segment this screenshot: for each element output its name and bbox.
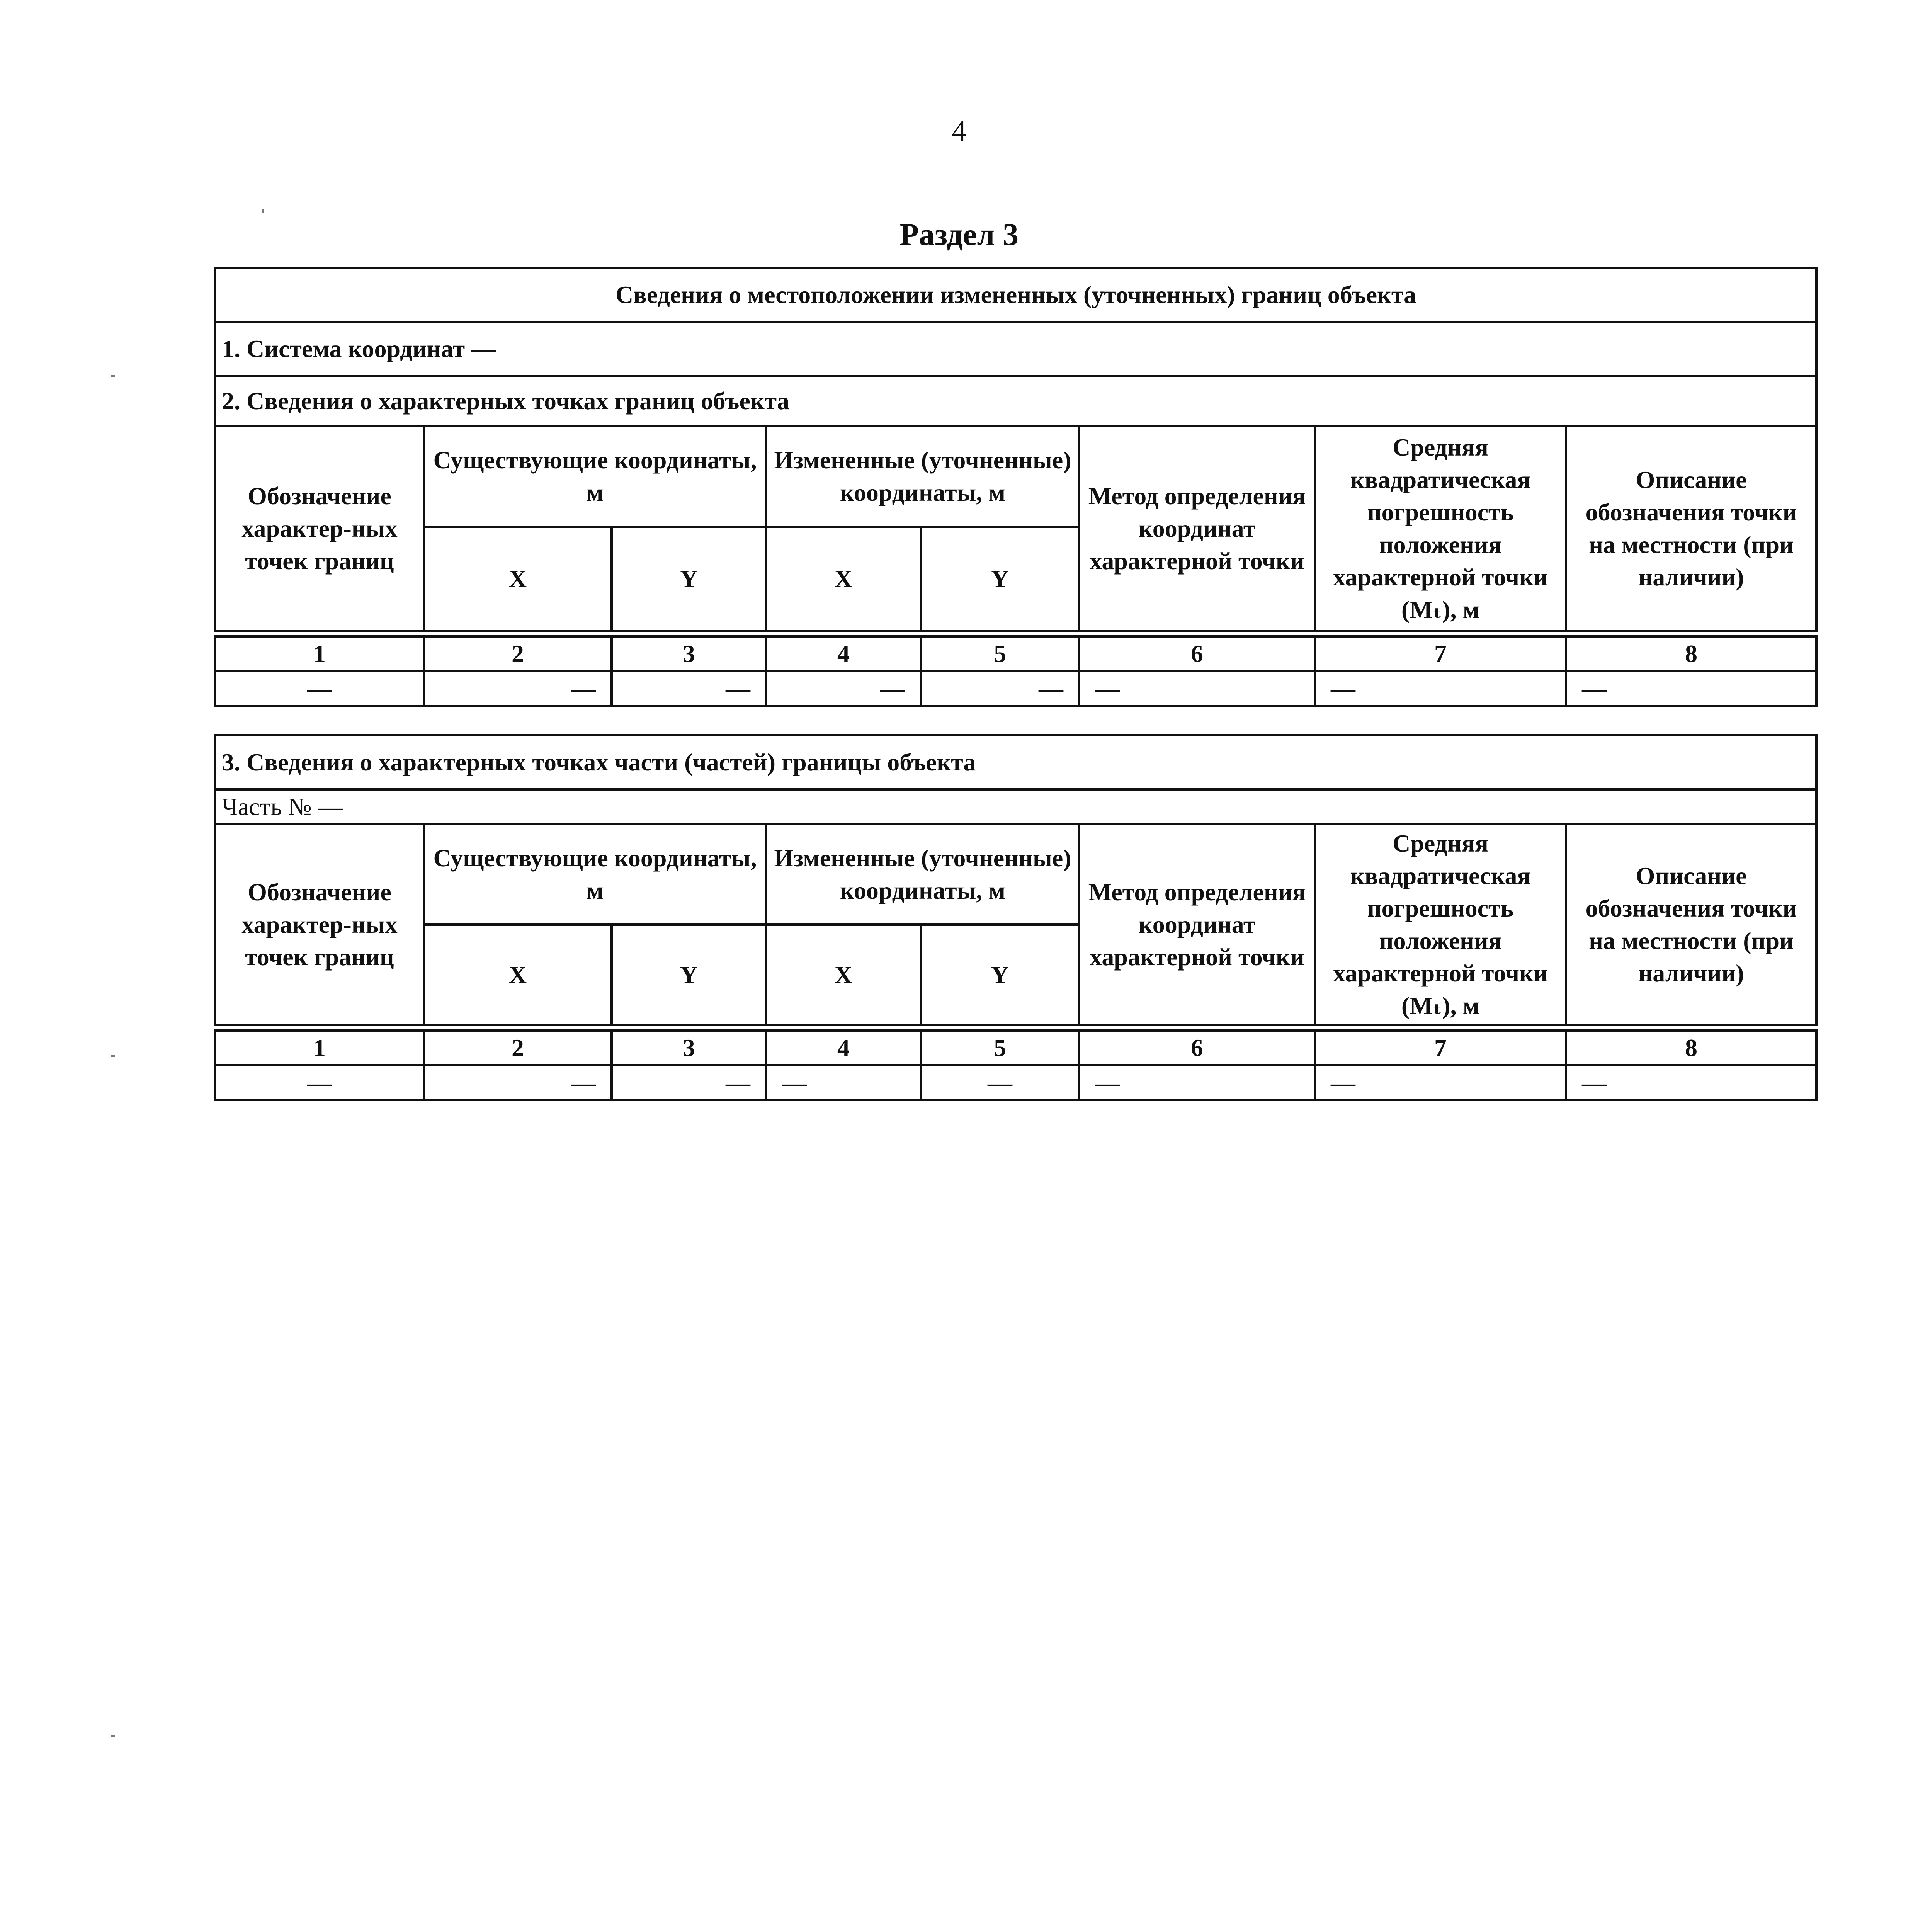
table-cell: — xyxy=(424,1065,612,1100)
section-title: Раздел 3 xyxy=(899,217,1019,252)
header-existing-y: Y xyxy=(612,925,766,1025)
scan-speck xyxy=(111,1055,115,1057)
column-number: 3 xyxy=(612,636,766,671)
column-number: 7 xyxy=(1315,636,1566,671)
scan-speck xyxy=(262,209,264,213)
column-number: 8 xyxy=(1566,636,1816,671)
column-number: 1 xyxy=(215,636,424,671)
scan-speck xyxy=(111,1735,115,1737)
header-existing-y: Y xyxy=(612,527,766,631)
header-description: Описание обозначения точки на местности (при наличии) xyxy=(1566,426,1816,631)
header-existing-coords: Существующие координаты, м xyxy=(424,426,766,527)
header-changed-x: X xyxy=(766,925,921,1025)
column-number: 6 xyxy=(1079,1031,1315,1065)
column-number: 6 xyxy=(1079,636,1315,671)
points-heading: 2. Сведения о характерных точках границ объекта xyxy=(215,376,1816,426)
header-changed-y: Y xyxy=(921,925,1079,1025)
column-number: 1 xyxy=(215,1031,424,1065)
column-number: 4 xyxy=(766,1031,921,1065)
header-changed-y: Y xyxy=(921,527,1079,631)
column-number: 2 xyxy=(424,636,612,671)
column-number: 5 xyxy=(921,1031,1079,1065)
header-error: Средняя квадратическая погрешность положения характерной точки (Mₜ), м xyxy=(1315,426,1566,631)
table-cell: — xyxy=(215,1065,424,1100)
table-cell: — xyxy=(766,671,921,706)
header-method: Метод определения координат характерной точки xyxy=(1079,824,1315,1025)
column-number: 5 xyxy=(921,636,1079,671)
column-number: 8 xyxy=(1566,1031,1816,1065)
part-boundary-table xyxy=(214,734,1818,1101)
header-method: Метод определения координат характерной точки xyxy=(1079,426,1315,631)
table-cell: — xyxy=(1566,671,1816,706)
table-cell: — xyxy=(1079,1065,1315,1100)
boundary-table xyxy=(214,267,1818,707)
column-number: 2 xyxy=(424,1031,612,1065)
table-cell: — xyxy=(215,671,424,706)
table-title: Сведения о местоположении измененных (уточненных) границ объекта xyxy=(215,268,1816,322)
header-existing-x: X xyxy=(424,925,612,1025)
table-cell: — xyxy=(1566,1065,1816,1100)
header-changed-coords: Измененные (уточненные) координаты, м xyxy=(766,824,1079,925)
column-number: 7 xyxy=(1315,1031,1566,1065)
table-cell: — xyxy=(766,1065,921,1100)
table-cell: — xyxy=(1315,1065,1566,1100)
header-designation: Обозначение характер-ных точек границ xyxy=(215,824,424,1025)
table-gap xyxy=(215,1025,1816,1031)
table-cell: — xyxy=(612,1065,766,1100)
part-number-row: Часть № — xyxy=(215,789,1816,824)
table-cell: — xyxy=(1079,671,1315,706)
table-cell: — xyxy=(612,671,766,706)
page-number: 4 xyxy=(952,115,966,147)
column-number: 3 xyxy=(612,1031,766,1065)
table-cell: — xyxy=(921,1065,1079,1100)
table-cell: — xyxy=(1315,671,1566,706)
column-number: 4 xyxy=(766,636,921,671)
header-error: Средняя квадратическая погрешность положения характерной точки (Mₜ), м xyxy=(1315,824,1566,1025)
header-description: Описание обозначения точки на местности (при наличии) xyxy=(1566,824,1816,1025)
table-cell: — xyxy=(921,671,1079,706)
table-gap xyxy=(215,631,1816,636)
header-designation: Обозначение характер-ных точек границ xyxy=(215,426,424,631)
coordinate-system-row: 1. Система координат — xyxy=(215,322,1816,376)
header-existing-coords: Существующие координаты, м xyxy=(424,824,766,925)
table-cell: — xyxy=(424,671,612,706)
header-existing-x: X xyxy=(424,527,612,631)
header-changed-coords: Измененные (уточненные) координаты, м xyxy=(766,426,1079,527)
scan-speck xyxy=(111,375,115,377)
part-points-heading: 3. Сведения о характерных точках части (частей) границы объекта xyxy=(215,735,1816,789)
header-changed-x: X xyxy=(766,527,921,631)
